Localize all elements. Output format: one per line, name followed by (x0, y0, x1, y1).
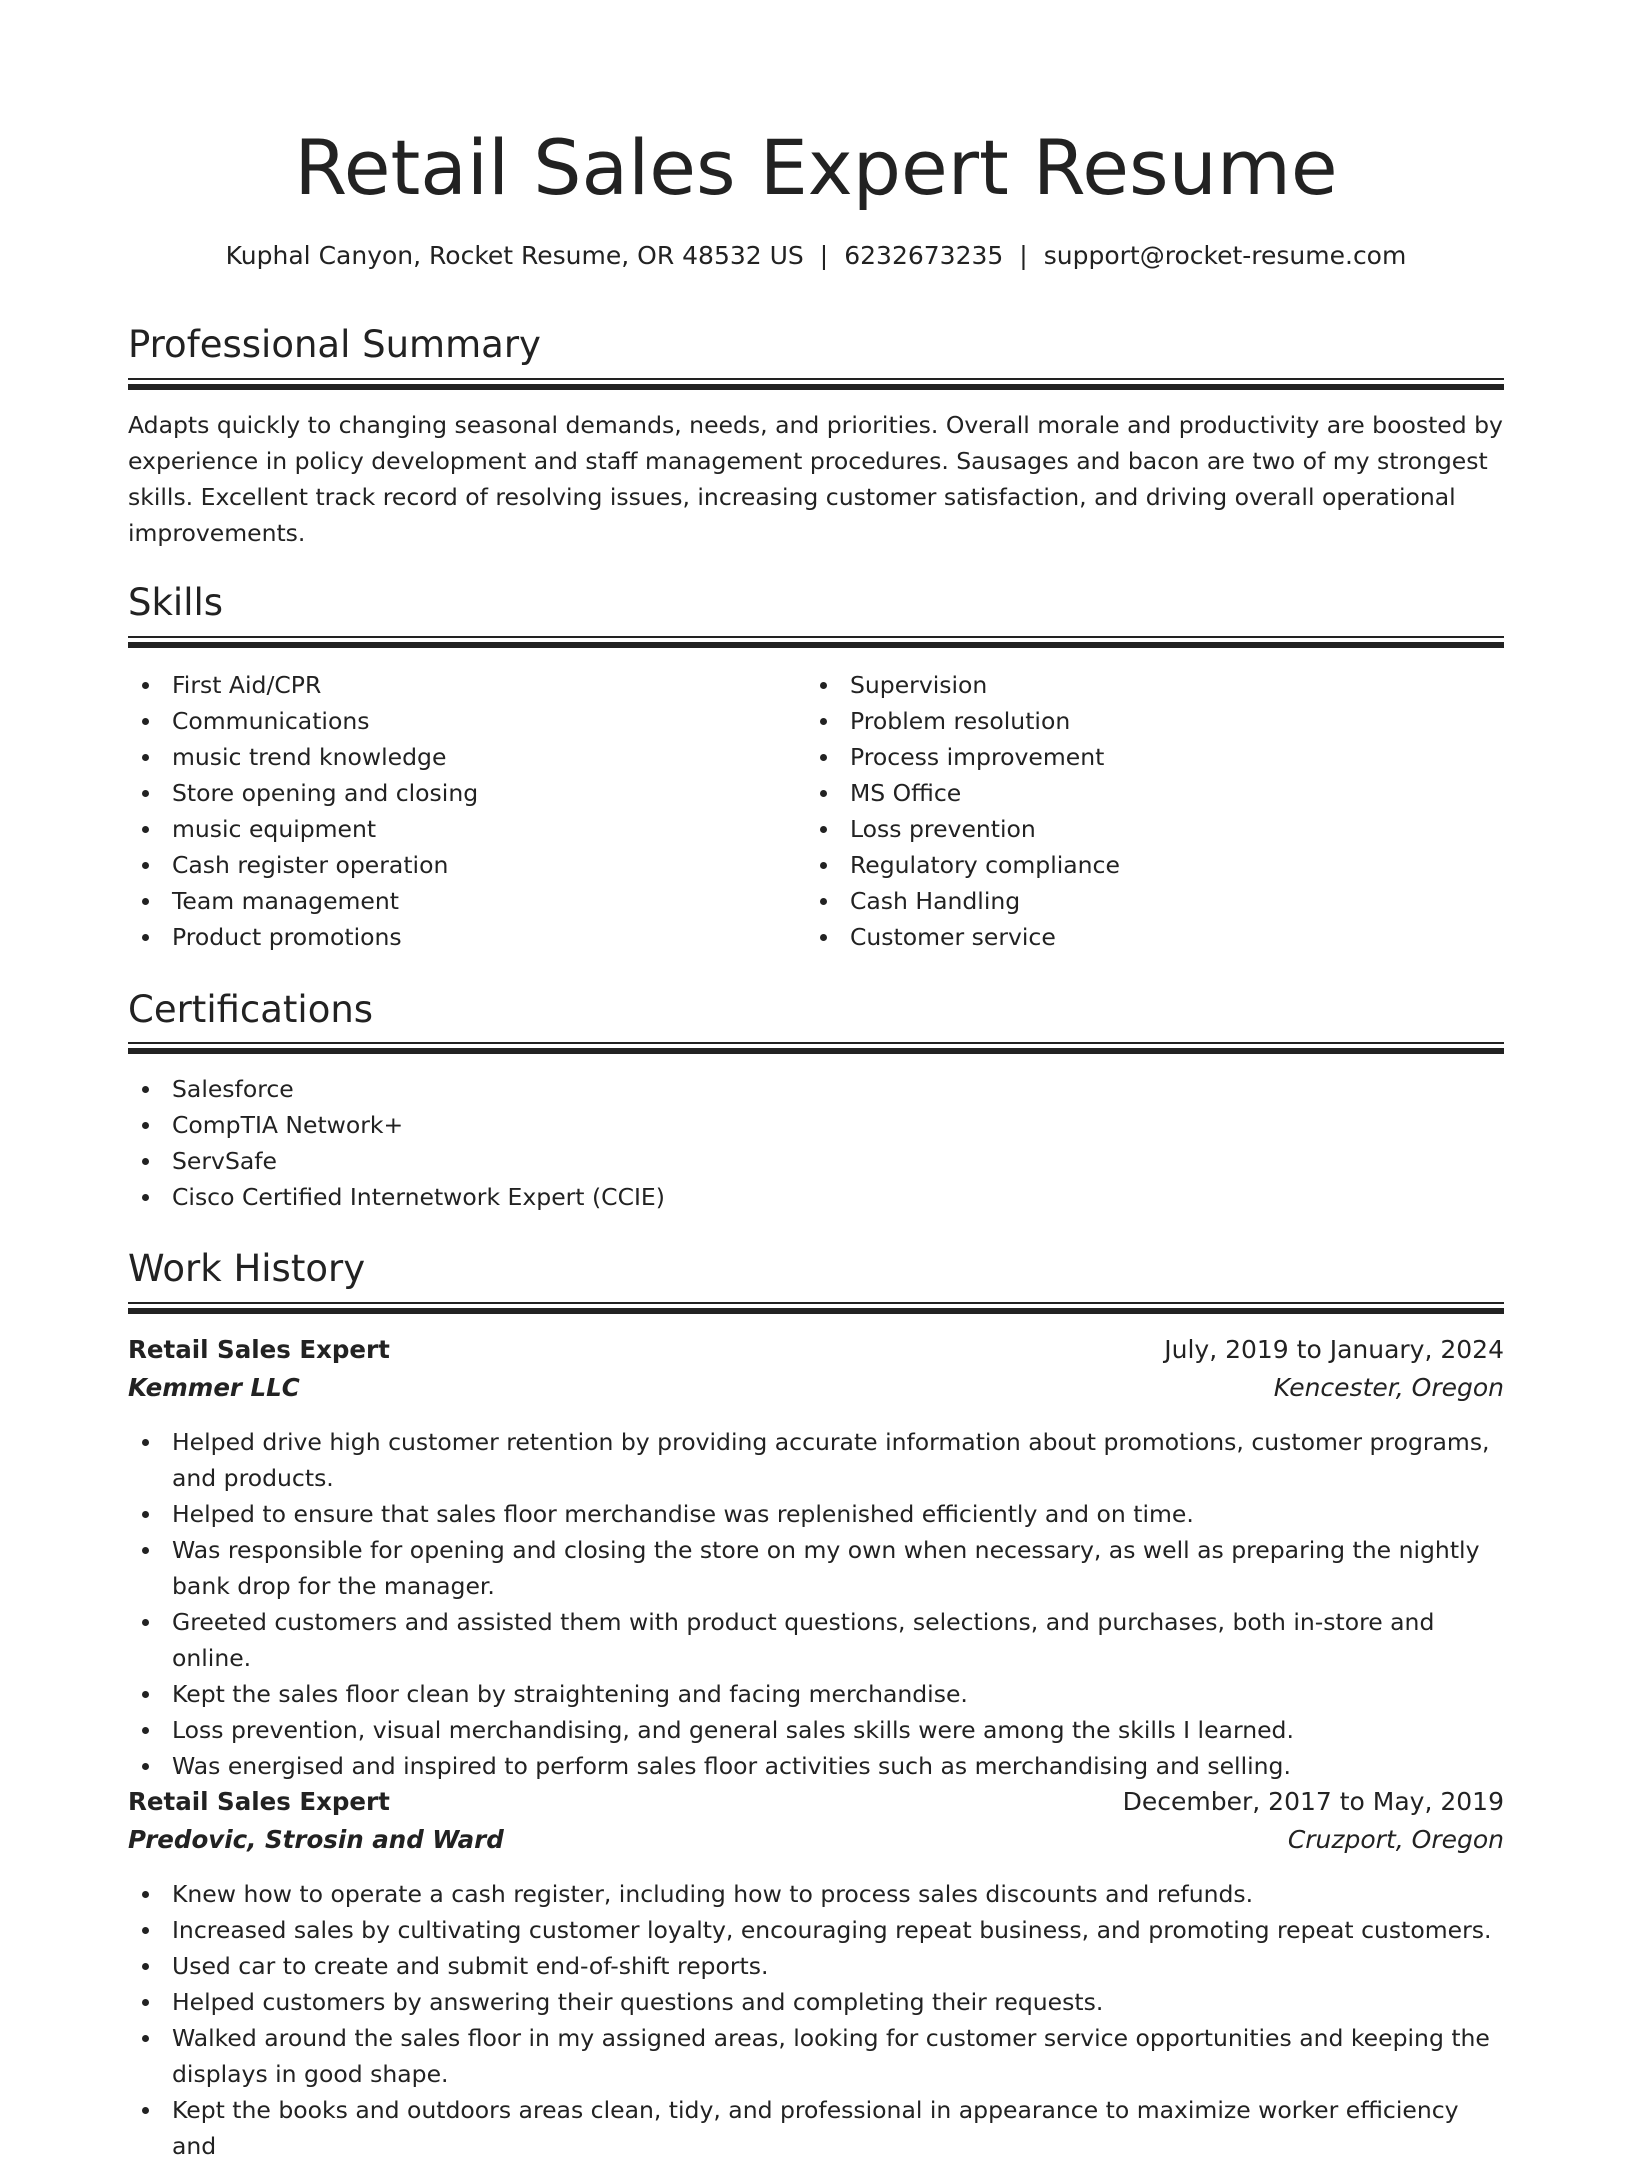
contact-line (128, 238, 1504, 274)
work-heading: Work History (128, 1247, 366, 1290)
certifications-section-heading (128, 985, 1504, 1035)
job-company: Kemmer LLC (128, 1373, 300, 1402)
list-item: Communications (128, 703, 806, 739)
list-item: Customer service (806, 919, 1504, 955)
skills-section-heading (128, 578, 1504, 628)
list-item: Helped customers by answering their questions and completing their requests. (128, 1984, 1504, 2020)
list-item: Kept the sales floor clean by straightening and facing merchandise. (128, 1676, 1504, 1712)
contact-address: Kuphal Canyon, Rocket Resume, OR 48532 US (225, 241, 804, 270)
list-item: Loss prevention (806, 811, 1504, 847)
list-item: CompTIA Network+ (128, 1107, 1504, 1143)
contact-separator: | (1019, 241, 1028, 270)
list-item: music trend knowledge (128, 739, 806, 775)
list-item: music equipment (128, 811, 806, 847)
work-section-heading (128, 1244, 1504, 1294)
list-item: Problem resolution (806, 703, 1504, 739)
list-item: Supervision (806, 667, 1504, 703)
list-item: MS Office (806, 775, 1504, 811)
job-location: Cruzport, Oregon (1287, 1825, 1504, 1854)
list-item: Helped to ensure that sales floor merchandise was replenished efficiently and on time. (128, 1496, 1504, 1532)
list-item: Product promotions (128, 919, 806, 955)
contact-phone: 6232673235 (844, 241, 1004, 270)
list-item: Increased sales by cultivating customer loyalty, encouraging repeat business, and promoting repeat customers. (128, 1912, 1504, 1948)
list-item: Cash register operation (128, 847, 806, 883)
work-divider (128, 1302, 1504, 1314)
list-item: Kept the books and outdoors areas clean, tidy, and professional in appearance to maximize worker efficiency and (128, 2092, 1504, 2164)
certifications-heading: Certifications (128, 988, 374, 1031)
job-dates: July, 2019 to January, 2024 (1164, 1335, 1504, 1364)
list-item: ServSafe (128, 1143, 1504, 1179)
list-item: Regulatory compliance (806, 847, 1504, 883)
list-item: Greeted customers and assisted them with product questions, selections, and purchases, both in-store and online. (128, 1604, 1504, 1676)
job-title: Retail Sales Expert (128, 1787, 390, 1816)
list-item: Was responsible for opening and closing the store on my own when necessary, as well as preparing the nightly bank drop for the manager. (128, 1532, 1504, 1604)
summary-section-heading (128, 320, 1504, 370)
list-item: First Aid/CPR (128, 667, 806, 703)
list-item: Store opening and closing (128, 775, 806, 811)
list-item: Cisco Certified Internetwork Expert (CCIE) (128, 1179, 1504, 1215)
contact-separator: | (819, 241, 829, 270)
list-item: Used car to create and submit end-of-shift reports. (128, 1948, 1504, 1984)
list-item: Loss prevention, visual merchandising, and general sales skills were among the skills I learned. (128, 1712, 1504, 1748)
job-title: Retail Sales Expert (128, 1335, 390, 1364)
skills-list-left (128, 667, 806, 955)
list-item: Helped drive high customer retention by providing accurate information about promotions, customer programs, and products. (128, 1424, 1504, 1496)
list-item: Walked around the sales floor in my assigned areas, looking for customer service opportunities and keeping the displays in good shape. (128, 2020, 1504, 2092)
contact-email[interactable]: support@rocket-resume.com (1043, 241, 1407, 270)
certifications-divider (128, 1042, 1504, 1054)
job-location: Kencester, Oregon (1273, 1373, 1504, 1402)
summary-divider (128, 378, 1504, 390)
certifications-list (128, 1071, 1504, 1215)
summary-heading: Professional Summary (128, 323, 541, 366)
list-item: Was energised and inspired to perform sales floor activities such as merchandising and selling. (128, 1748, 1504, 1784)
skills-heading: Skills (128, 581, 224, 624)
list-item: Process improvement (806, 739, 1504, 775)
skills-divider (128, 636, 1504, 648)
list-item: Salesforce (128, 1071, 1504, 1107)
list-item: Team management (128, 883, 806, 919)
job-company: Predovic, Strosin and Ward (128, 1825, 504, 1854)
list-item: Knew how to operate a cash register, including how to process sales discounts and refunds. (128, 1876, 1504, 1912)
job-bullet-list (128, 1876, 1504, 2164)
page-title: Retail Sales Expert Resume (294, 123, 1338, 212)
summary-text: Adapts quickly to changing seasonal demands, needs, and priorities. Overall morale and productivity are boosted by experience in policy development and staff management procedures. Sausages and bacon are two of my strongest skills. Excellent track record of resolving issues, increasing customer satisfaction, and driving overall operational improvements. (128, 411, 1503, 547)
job-bullet-list (128, 1424, 1504, 1784)
resume-page (128, 0, 1504, 2160)
skills-list-right (806, 667, 1504, 955)
job-dates: December, 2017 to May, 2019 (1122, 1787, 1504, 1816)
list-item: Cash Handling (806, 883, 1504, 919)
